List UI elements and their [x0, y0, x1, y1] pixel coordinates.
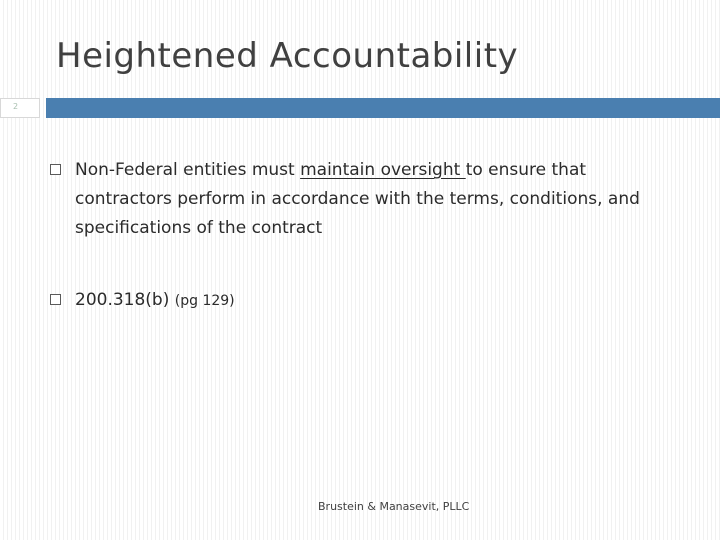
- slide-number: 2: [13, 102, 19, 111]
- slide-title: Heightened Accountability: [56, 36, 519, 76]
- bullet-text: [75, 156, 675, 243]
- title-accent-bar: [46, 98, 720, 118]
- footer-text: Brustein & Manasevit, PLLC: [318, 500, 470, 513]
- slide-number-box: [0, 98, 40, 118]
- bullet-text-emphasis: maintain oversight: [300, 160, 466, 180]
- bullet-text-lead: Non-Federal entities must: [75, 160, 301, 180]
- bullet-square-icon: [50, 164, 61, 175]
- bullet-square-icon: [50, 294, 61, 305]
- bullet-text-rest: to ensure that contractors perform in accordance with the terms, conditions, and specifications of the contract: [75, 160, 640, 238]
- regulation-citation: 200.318(b): [75, 290, 175, 310]
- bullet-text: [75, 286, 235, 316]
- page-reference: (pg 129): [174, 293, 235, 309]
